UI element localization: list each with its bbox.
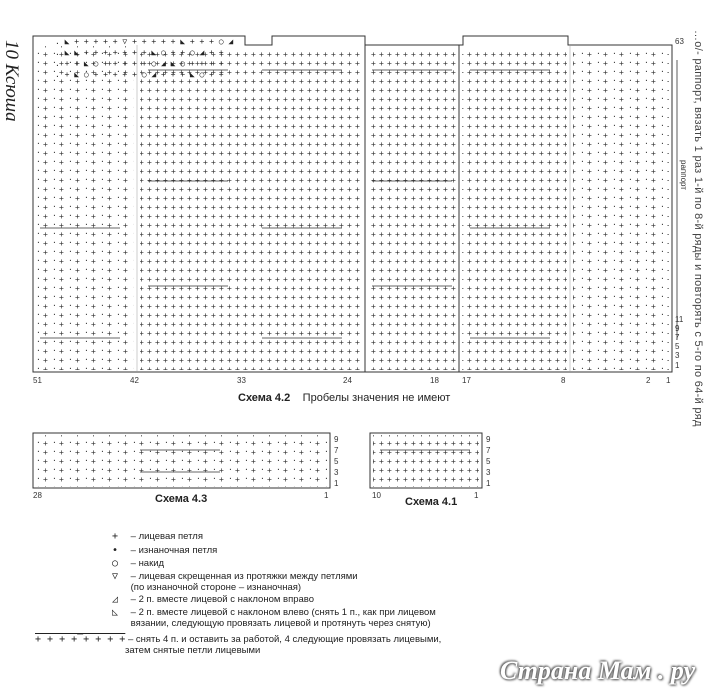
row-number: 9 bbox=[486, 435, 491, 444]
legend-text: (по изнаночной стороне – изнаночная) bbox=[130, 582, 302, 593]
row-number: 9 bbox=[334, 435, 339, 444]
purl-stitch-icon: • bbox=[112, 545, 119, 556]
scheme-4-1-chart bbox=[360, 425, 500, 505]
chart-panel-left bbox=[36, 46, 134, 370]
column-number: 2 bbox=[646, 376, 651, 385]
chart-sample-row: . ◣ ◣ + + + + + + + ◣ ○ + + ○ ◢ + + bbox=[55, 48, 224, 57]
chart-panel-right bbox=[573, 48, 669, 370]
legend-text: – накид bbox=[130, 558, 165, 569]
legend-item-purl bbox=[112, 545, 217, 556]
chart-panel-middle bbox=[140, 48, 362, 370]
column-number: 28 bbox=[33, 491, 42, 500]
row-number: 3 bbox=[486, 468, 491, 477]
chart-sample-row: . + ◣ ○ + + + + + ○ ◢ + + + ◣ ○ + + bbox=[55, 70, 224, 79]
row-number: 3 bbox=[334, 468, 339, 477]
legend-item-k2tog-right bbox=[112, 594, 314, 605]
column-number: 24 bbox=[343, 376, 352, 385]
site-watermark: Страна Мам . ру bbox=[500, 656, 696, 685]
row-number: 9 bbox=[675, 324, 680, 333]
column-number: 1 bbox=[666, 376, 671, 385]
column-number: 1 bbox=[324, 491, 329, 500]
side-instruction-note: …о/- раппорт, вязать 1 раз 1-й по 8-й ряды и повторять с 5-го по 64-й ряд bbox=[692, 30, 704, 427]
row-number: 5 bbox=[486, 457, 491, 466]
legend-text: вязании, следующую провязать лицевой и протянуть через снятую) bbox=[130, 618, 431, 629]
legend-item-knit bbox=[112, 531, 203, 542]
chart-sample-row: . + + ◣ ○ + + + + + ○ ◢ ◣ ○ + + + + bbox=[55, 59, 224, 68]
legend-item-k2tog-left bbox=[112, 607, 436, 618]
row-number: 3 bbox=[675, 351, 680, 360]
cable-cross-icon: + + + +‾+ + + + bbox=[35, 634, 126, 645]
row-number: 7 bbox=[675, 333, 680, 342]
legend-item-crossed-knit bbox=[112, 571, 358, 582]
row-number: 63 bbox=[675, 37, 684, 46]
legend-item-cable-note bbox=[125, 645, 260, 656]
legend-text: – лицевая скрещенная из протяжки между петлями bbox=[130, 571, 358, 582]
column-number: 33 bbox=[237, 376, 246, 385]
scheme-4-1-caption: Схема 4.1 bbox=[405, 496, 458, 508]
legend-item-yarn-over bbox=[112, 558, 164, 569]
column-number: 51 bbox=[33, 376, 42, 385]
legend-text: – изнаночная петля bbox=[130, 545, 218, 556]
knit-stitch-icon: + bbox=[112, 531, 119, 542]
rapport-label: раппорт bbox=[679, 160, 688, 190]
row-number: 5 bbox=[675, 342, 680, 351]
decrease-left-icon: ◺ bbox=[112, 607, 119, 618]
crossed-knit-icon: ▽ bbox=[112, 571, 119, 582]
scheme-4-3-caption: Схема 4.3 bbox=[155, 493, 208, 505]
column-number: 18 bbox=[430, 376, 439, 385]
decrease-right-icon: ◿ bbox=[112, 594, 119, 605]
legend-text: – лицевая петля bbox=[130, 531, 203, 542]
row-number: 7 bbox=[334, 446, 339, 455]
chart-grid bbox=[373, 435, 479, 487]
yarn-over-icon: ○ bbox=[112, 558, 119, 569]
row-number: 1 bbox=[334, 479, 339, 488]
row-number: 11 bbox=[675, 315, 684, 324]
scheme-4-2-caption bbox=[238, 388, 450, 406]
chart-panel-center bbox=[368, 48, 456, 370]
scheme-note: Пробелы значения не имеют bbox=[302, 392, 451, 404]
legend-item-crossed-knit-note bbox=[112, 582, 301, 593]
chart-grid bbox=[36, 435, 328, 487]
legend-text: – снять 4 п. и оставить за работой, 4 следующие провязать лицевыми, bbox=[127, 634, 442, 645]
legend-text: – 2 п. вместе лицевой с наклоном вправо bbox=[130, 594, 315, 605]
row-number: 7 bbox=[486, 446, 491, 455]
scheme-title: Схема 4.2 bbox=[238, 392, 291, 404]
column-number: 10 bbox=[372, 491, 381, 500]
column-number: 42 bbox=[130, 376, 139, 385]
chart-panel-right-middle bbox=[462, 48, 567, 370]
legend-text: затем снятые петли лицевыми bbox=[125, 645, 261, 656]
row-number: 1 bbox=[486, 479, 491, 488]
legend-item-k2tog-left-note bbox=[112, 618, 431, 629]
page-side-title: 10 Ксюша bbox=[1, 40, 22, 122]
legend-text: – 2 п. вместе лицевой с наклоном влево (снять 1 п., как при лицевом bbox=[130, 607, 436, 618]
column-number: 17 bbox=[462, 376, 471, 385]
legend-item-cable bbox=[35, 634, 441, 645]
column-number: 8 bbox=[561, 376, 566, 385]
row-number: 1 bbox=[675, 361, 680, 370]
row-number: 5 bbox=[334, 457, 339, 466]
column-number: 1 bbox=[474, 491, 479, 500]
chart-sample-row: . ◣ + + + + + ▽ + + + + + ◣ + + + ○ ◢ bbox=[55, 37, 234, 46]
